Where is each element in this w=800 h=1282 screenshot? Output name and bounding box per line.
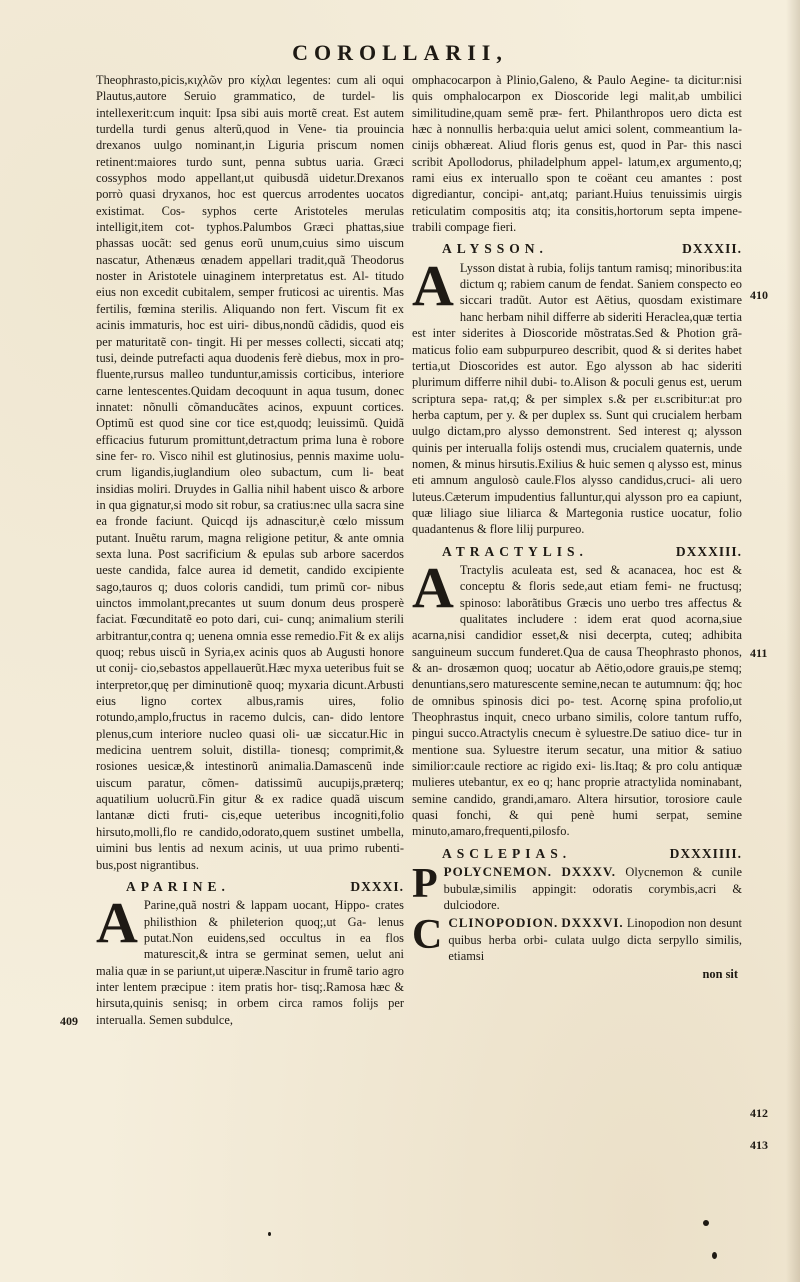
- paragraph-omphacocarpon: omphacocarpon à Plinio,Galeno, & Paulo Aegine- ta dicitur:nisi quis omphalocarpon ex Dioscoride legi malit,ab umbilici similitudine,quam semẽ præ- fert. Philanthropos uero dicta est hæc à nonnullis herba:quia uelut amici solent, commeantium la- cinijs obhæreat. Aliud floris genus est, quod in Par- this nasci scribit Apollodorus, philadelphum appel- latum,ex argumento,q; rami eius ex interuallo spon te coëant ceu amantes : post digrediantur, concipi- ant,atq; pariant.Huius tenuissimis uirgis reticulatim compositis atq; ita consitis,hortorum septa impene- trabili compage fieri.: [412, 73, 742, 235]
- heading-atractylis-number: DXXXIII.: [675, 543, 742, 559]
- margin-number-412: 412: [750, 1106, 768, 1120]
- heading-asclepias-number: DXXXIIII.: [669, 845, 742, 861]
- ink-spot: [703, 1220, 709, 1226]
- heading-alysson: [412, 241, 742, 257]
- margin-number-409: 409: [60, 1014, 78, 1028]
- aparine-text: Parine,quã nostri & lappam uocant, Hippo- crates philisthion & phileterion quoq;,ut Ga- lenus putat.Non euidens,sed occultus in ea flos maturescit,& intra se germinat semen, uelut ani malia quæ in se pariunt,ut uiperæ.Nascitur in frumẽ tario agro inter lentem præcipue : item pratis hor- tisq;.Ramosa hæc & hirsuta,quinis senisq; in orbem circa ramos folijs per interualla. Semen subdulce,: [96, 898, 404, 1027]
- drop-cap-alysson: A: [412, 252, 454, 318]
- polycnemon-text: Olycnemon & cunile bubulæ,similis appingit: odoratis corymbis,acri & dulciodore.: [443, 865, 742, 912]
- heading-alysson-number: DXXXII.: [682, 241, 742, 257]
- drop-cap-atractylis: A: [412, 554, 454, 620]
- drop-cap-clinopodion: C: [412, 912, 443, 959]
- heading-asclepias: [412, 846, 742, 862]
- heading-aparine: [96, 879, 404, 895]
- left-column: [96, 72, 404, 1030]
- heading-aparine-name: APARINE.: [126, 878, 230, 894]
- ink-spot: [268, 1232, 271, 1236]
- paragraph-atractylis: [412, 554, 742, 840]
- heading-asclepias-name: ASCLEPIAS.: [442, 845, 572, 861]
- heading-alysson-name: ALYSSON.: [442, 241, 548, 257]
- drop-cap-aparine: A: [96, 890, 138, 956]
- heading-clinopodion-name: CLINOPODION.: [448, 915, 559, 931]
- heading-atractylis: [412, 544, 742, 560]
- paragraph-alysson: [412, 252, 742, 538]
- right-column: [412, 72, 742, 983]
- paragraph-polycnemon: [412, 861, 742, 913]
- heading-clinopodion-number: DXXXVI.: [561, 915, 624, 931]
- margin-number-410: 410: [750, 288, 768, 302]
- drop-cap-polycnemon: P: [412, 861, 438, 908]
- ink-spot: [712, 1252, 717, 1259]
- atractylis-text: Tractylis aculeata est, sed & acanacea, hoc est & conceptu & floris sede,aut etiam femi- ne fructusq; spinoso: laborãtibus Græcis uno uerbo tres affectus & qualitates includere : idem erat quod acorna,siue acarna,nisi candidior esset,& nisi decerpta, cuteq; adhibita sanguineum succum funderet.Qua de causa Theophrasto phonos, & an- drosæmon quoq; uocatur ab Aëtio,odore grauis,pe stemq; denuntians,sero maturescente semine,necan te autumnum: q̃q; hoc de omnibus spinosis dici po- test. Acornę spina profolio,ut Theophrastus inquit, cneco urbano similis, colore tantum ruffo, pingui succo.Atractylis cnecum è syluestre.De satiuo dice- tur in mentione sua. Syluestre iterum secatur, una mitior & satiuo similior:caule rectiore ac rigido exi- lis.Itaq; & pro colu antiquæ mulieres utebantur, ex eo q; hanc proprie atractylida nominabant, semine candido, grandi,amaro. Altera hirsutior, torosiore caule quasi fonchi, & qui penè humi serpat, semine minuto,amaro,frequenti,pilosfo.: [412, 562, 742, 839]
- heading-polycnemon-name: POLYCNEMON.: [443, 864, 553, 880]
- alysson-text: Lysson distat à rubia, folijs tantum ramisq; minoribus:ita dictum q; rabiem canum de fendat. Saniem conspecto eo siccari tradũt. Autor est Aëtius, quosdam existimare hanc herbam nihil differre ab sideriti Heraclea,quæ tertia est inter siderites à Dioscoride mõstratas.Sed & Photion grã- maticus folio eam subpurpureo describit, quod & si derites habet tertia,ut Dioscorides est autor. Ego alysson ab hac sideriti plurimum differre nihil dubi- to.Alison & poculi genus est, uerum scriptura sepa- rat,q; & per simplex s.& per ει.scribitur:at pro herba captum, per y. & per duplex ss. Sunt qui crucialem herbam uulgo dictam,pro alysso demonstrent. Sed interest q; alysson quinis per interualla folijs ostendi mus, crucialem quaternis, unde nomen, & minus hirsutis.Exilius & huic semen q alysso est, minus eti amnum angulosò caule.Flos alysso candidus,cruci- ali uero luteus.Cæterum impudentius falluntur,qui alysson pro ea capiunt, quæ liliago siue liliarca & Martegonia rustice uocatur, folio quadantenus & flore lilij purpureo.: [412, 260, 742, 537]
- heading-polycnemon-number: DXXXV.: [561, 864, 616, 880]
- heading-aparine-number: DXXXI.: [350, 878, 404, 894]
- margin-number-413: 413: [750, 1138, 768, 1152]
- paragraph-clinopodion: [412, 912, 742, 964]
- catchword: non sit: [702, 967, 738, 982]
- margin-number-411: 411: [750, 646, 768, 660]
- paragraph-viscum: Theophrasto,picis,κιχλῶν pro κίχλαι legentes: cum ali oqui Plautus,autore Seruio grammatico, de turdel- lis intellexerit:cum inquit: Ipsa sibi auis mortẽ creat. Est autem turdella turdi genus alterũ,quod in Vene- tia prouincia drexanos uulgo nominant,in Liguria priscum nomen retinent:maiores turdo sunt, penna subtus uaria. Græci cossyphos modo appellant,ut quibusdã uidetur.Drexanos porrò quasi dryxanos, hoc est quercus arrodentes uocatos existimat. Cos- syphos certe Aristoteles merulas intelligit,item cot- typhos.Palumbos Græci phattas,siue phassas uocãt: sed genus eorũ unum,cuius simo uiscum nascatur, Athenæus œnadem appellari tradit,quã Theodorus noster in Aristotele uinaginem interpretatus est. Al- titudo eius non excedit cubitalem, semper fruticosi ac uirentis. Mas fertilis, fœmina sterilis. Aliquando non fert. Viscum fit ex acinis immaturis, hoc est uiri- dibus,nondũ cãdidis, quod eis per maturitatẽ con- tingit. Hi per messes collecti, siccati atq; tusi, deinde putrefacti aqua duodenis ferè diebus, mox in pro- fluente,rursus malleo tunduntur,amissis corticibus, interiore carne lentescentes.Quidam decoquunt in aqua tusum, donec innatet: nõnulli cõmanducãtes acinos, expuunt cortices. Optimũ est quod sine cor tice est,quodq; leuissimũ. Quidã efficacius futurum promittunt,detractum prima luna è robore sine fer- ro. Visco nihil est glutinosius, pennis maxime uolu- crum ligandis,iuglandium oleo subactum, cum li- beat insidias moliri. Druydes in Gallia nihil habent uisco & arbore in qua gignatur,si modo sit robur, sa cratius:nec ulla sacra sine ea fronde faciunt. Quicqd ijs adnascitur,è cœlo missum putant. Inuẽtu rarum, magna religione petitur, & ante omnia sexta luna. Post sacrificium & epulas sub arbore sacerdos ueste candida, falce aurea id demetit, candido excipiente sago,tauros q; duos coloris candidi, tum primũ cor- nibus uinctos immolant,precantes ut suum donum deus prosperè faciat. Fœcunditatẽ eo poto dari, cui- cunq; animalium sterili arbitrantur,contra q; uenena omnia esse remedio.Fit & ex alijs quoq; rebus uiscũ in Syria,ex acinis quos ab Augusti honore ut conij- cio,sebastos appellauerũt.Hæc myxa ueteribus fuit se interpretor,quę per diminutionẽ quoq; myxaria dicunt.Arbusti eius ligno cortex albus,ramis uires, folio rotundo,amplo,fructus in racemo dulcis, can- dido lentore plenus,cum interiore nucleo quasi oli- uæ siccatur.Hic in medicina uentrem soluit, distilla- tionesq; comprimit,& rosiones uesicæ,& intestinorũ animalia.Damascenũ inde uiscum paratur, cõmen- datissimũ aucupijs,præterq; aquatilium uolucrũ.Fin gitur & ex radice quadã uiscum lantanæ dicti fruti- cis,eque ueteribus incogniti,folio hirsuto,molli,flo re candido,odorato,quem sustinet umbella, uimini bus lentis ad nexum acinis, ut uua primo rubenti- bus,post nigrantibus.: [96, 73, 405, 872]
- paragraph-aparine: [96, 890, 404, 1028]
- clinopodion-text: Linopodion non desunt quibus herba orbi- culata uulgo dicta serpyllo similis, etiamsi: [448, 916, 742, 963]
- heading-atractylis-name: ATRACTYLIS.: [442, 543, 588, 559]
- running-head: COROLLARII,: [292, 40, 508, 65]
